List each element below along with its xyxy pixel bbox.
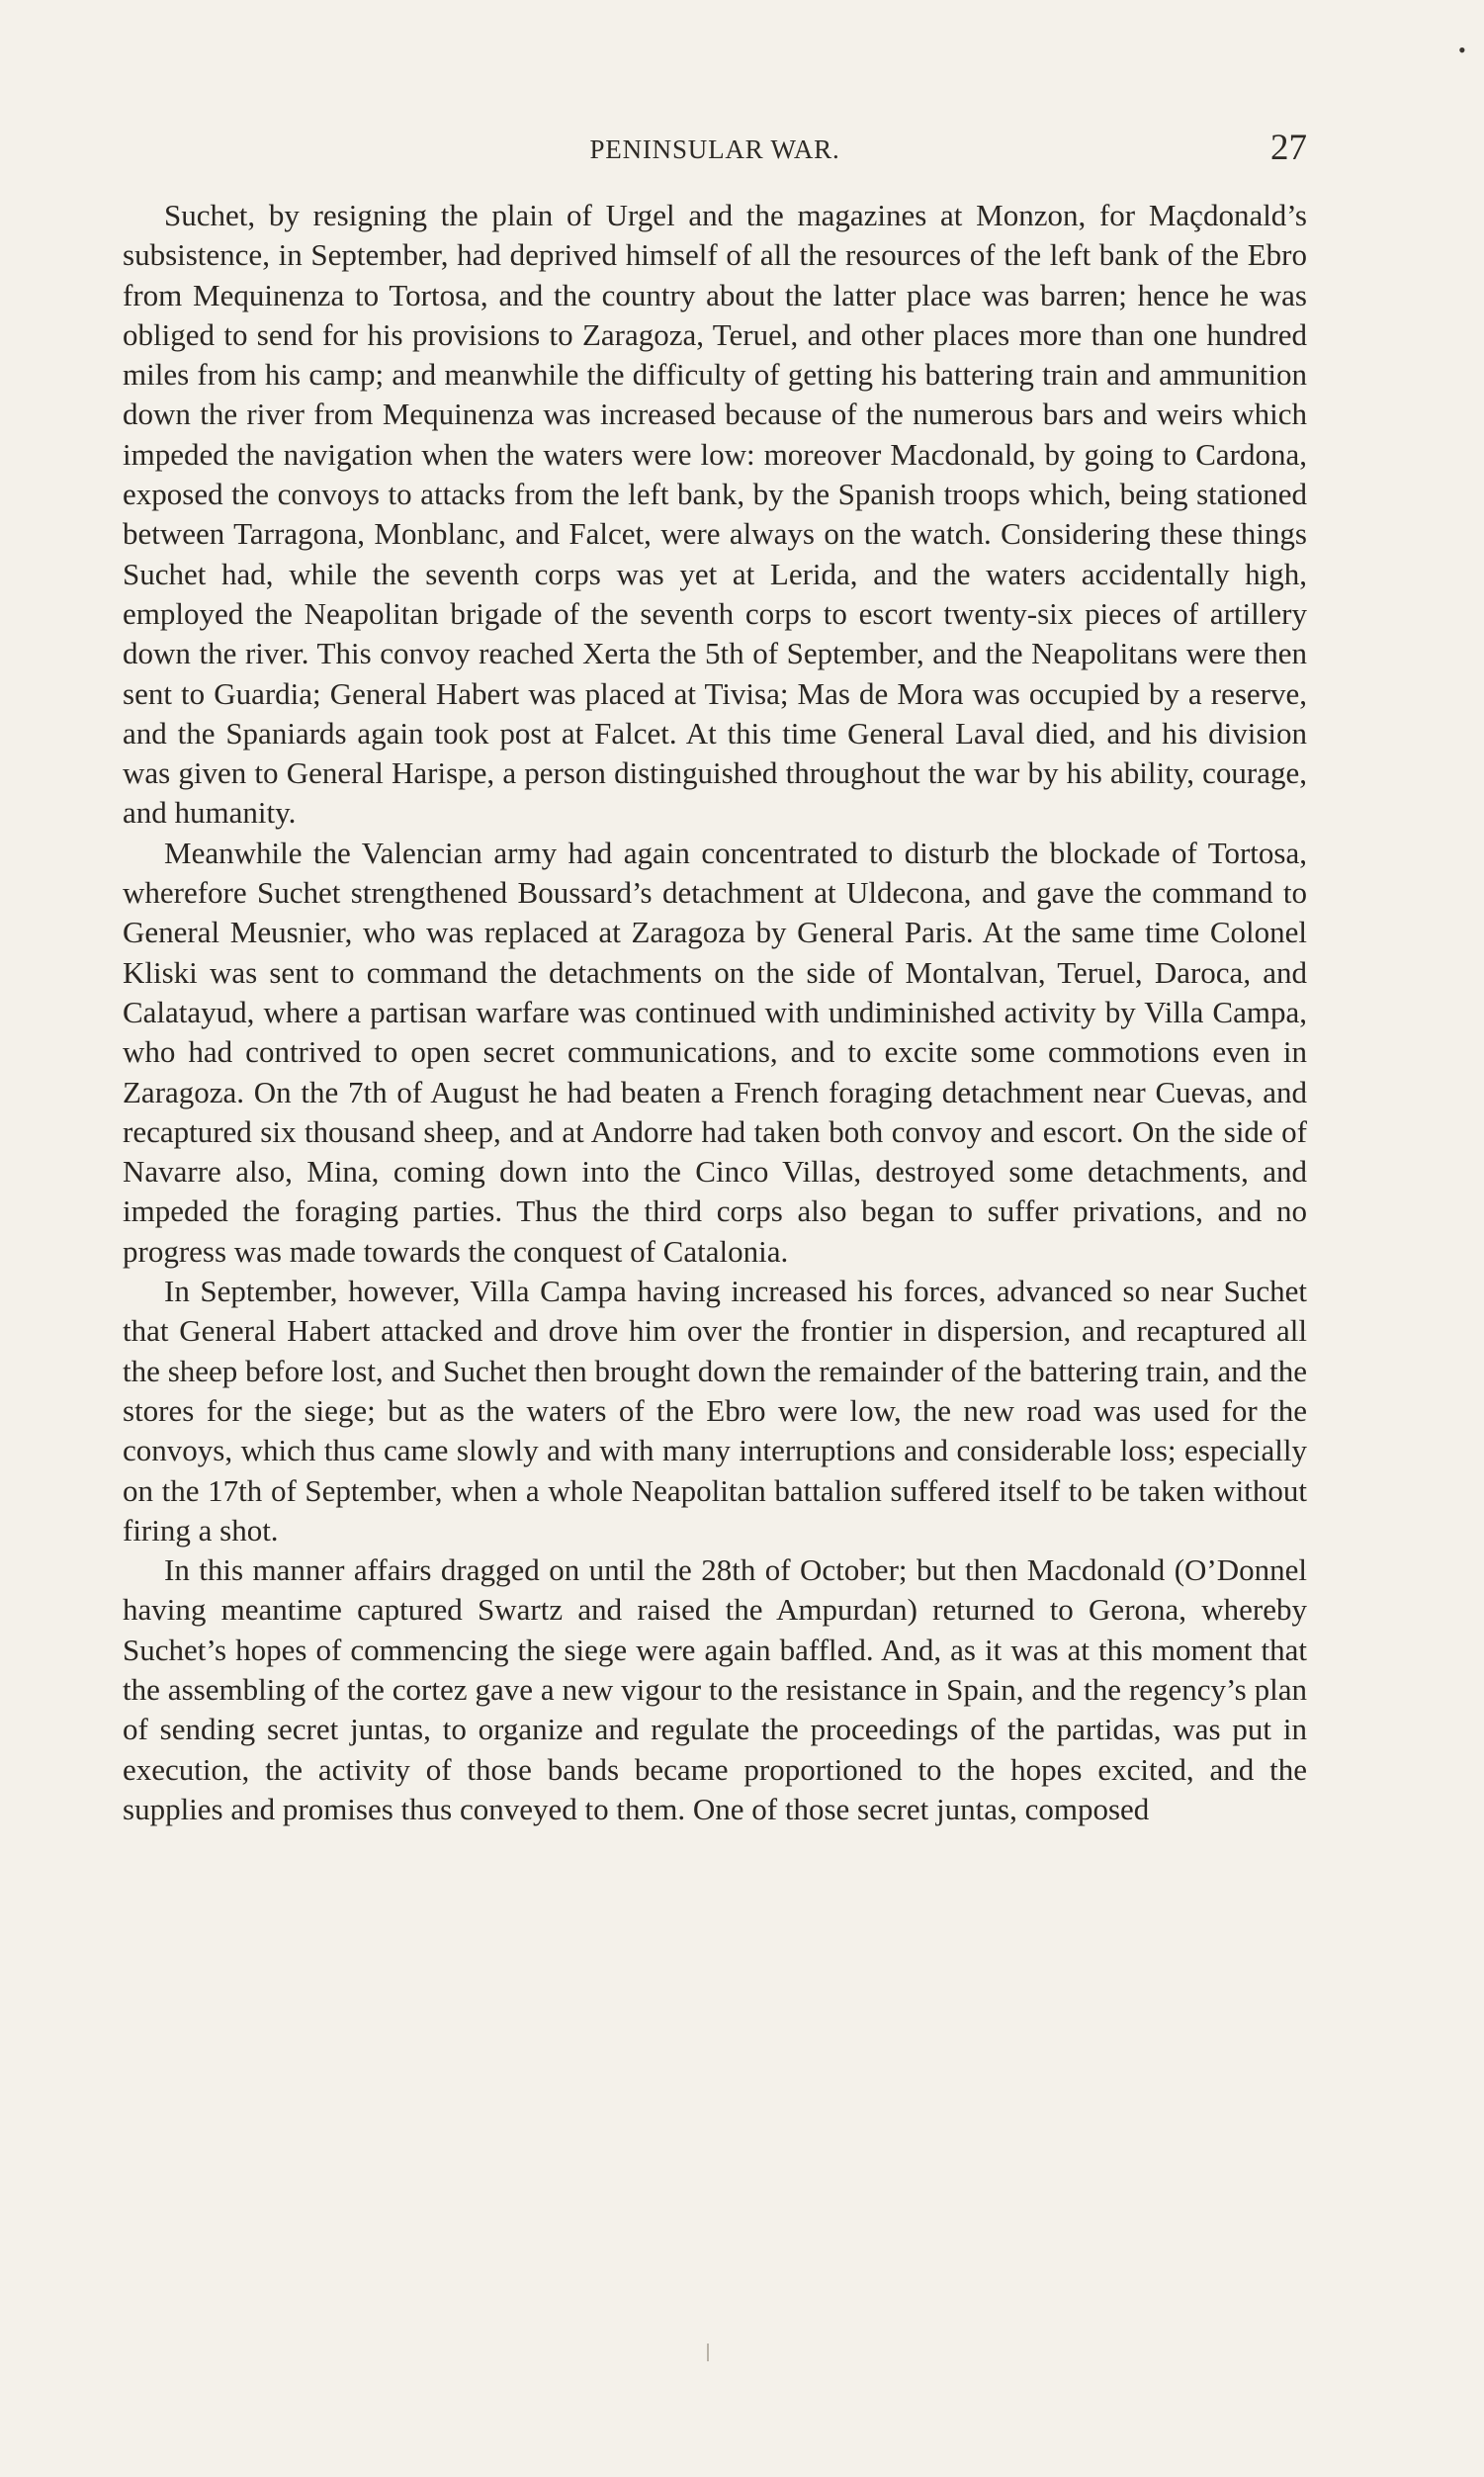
paragraph: In this manner affairs dragged on until the 28th of October; but then Macdonald (O’Donnel having meantime captured Swartz and raised the Ampurdan) returned to Gerona, whereby Suchet’s hopes of commencing the siege were again baffled. And, as it was at this moment that the assembling of the cortez gave a new vigour to the resistance in Spain, and the regency’s plan of sending secret juntas, to organize and regulate the proceedings of the partidas, was put in execution, the activity of those bands became proportioned to the hopes excited, and the supplies and promises thus conveyed to them. One of those secret juntas, composed bbox=[123, 1552, 1307, 1826]
paper-speck bbox=[707, 2344, 709, 2361]
stray-mark: • bbox=[1458, 38, 1466, 62]
running-head bbox=[123, 127, 1307, 186]
body-text bbox=[123, 196, 1307, 1829]
running-title: PENINSULAR WAR. bbox=[589, 134, 840, 164]
page-number: 27 bbox=[1270, 128, 1307, 168]
paragraph: Meanwhile the Valencian army had again concentrated to disturb the blockade of Tortosa, wherefore Suchet strengthened Boussard’s detachment at Uldecona, and gave the command to General Meusnier, who was replaced at Zaragoza by General Paris. At the same time Colonel Kliski was sent to command the detachments on the side of Montalvan, Teruel, Daroca, and Calatayud, where a partisan warfare was continued with undiminished activity by Villa Campa, who had contrived to open secret communications, and to excite some commotions even in Zaragoza. On the 7th of August he had beaten a French foraging detachment near Cuevas, and recaptured six thousand sheep, and at Andorre had taken both convoy and escort. On the side of Navarre also, Mina, coming down into the Cinco Villas, destroyed some detachments, and impeded the foraging parties. Thus the third corps also began to suffer privations, and no progress was made towards the conquest of Catalonia. bbox=[123, 835, 1307, 1269]
paragraph: In September, however, Villa Campa having increased his forces, advanced so near Suchet that General Habert attacked and drove him over the frontier in dispersion, and recaptured all the sheep before lost, and Suchet then brought down the remainder of the battering train, and the stores for the siege; but as the waters of the Ebro were low, the new road was used for the convoys, which thus came slowly and with many interruptions and considerable loss; especially on the 17th of September, when a whole Neapolitan battalion suffered itself to be taken without firing a shot. bbox=[123, 1274, 1307, 1548]
paragraph: Suchet, by resigning the plain of Urgel and the magazines at Monzon, for Maçdonald’s subsistence, in September, had deprived himself of all the resources of the left bank of the Ebro from Mequinenza to Tortosa, and the country about the latter place was barren; hence he was obliged to send for his provisions to Zaragoza, Teruel, and other places more than one hundred miles from his camp; and meanwhile the difficulty of getting his battering train and ammunition down the river from Mequinenza was increased because of the numerous bars and weirs which impeded the navigation when the waters were low: moreover Macdonald, by going to Cardona, exposed the convoys to attacks from the left bank, by the Spanish troops which, being stationed between Tarragona, Monblanc, and Falcet, were always on the watch. Considering these things Suchet had, while the seventh corps was yet at Lerida, and the waters accidentally high, employed the Neapolitan brigade of the seventh corps to escort twenty-six pieces of artillery down the river. This convoy reached Xerta the 5th of September, and the Neapolitans were then sent to Guardia; General Habert was placed at Tivisa; Mas de Mora was occupied by a reserve, and the Spaniards again took post at Falcet. At this time General Laval died, and his division was given to General Harispe, a person distinguished throughout the war by his ability, courage, and humanity. bbox=[123, 198, 1307, 831]
